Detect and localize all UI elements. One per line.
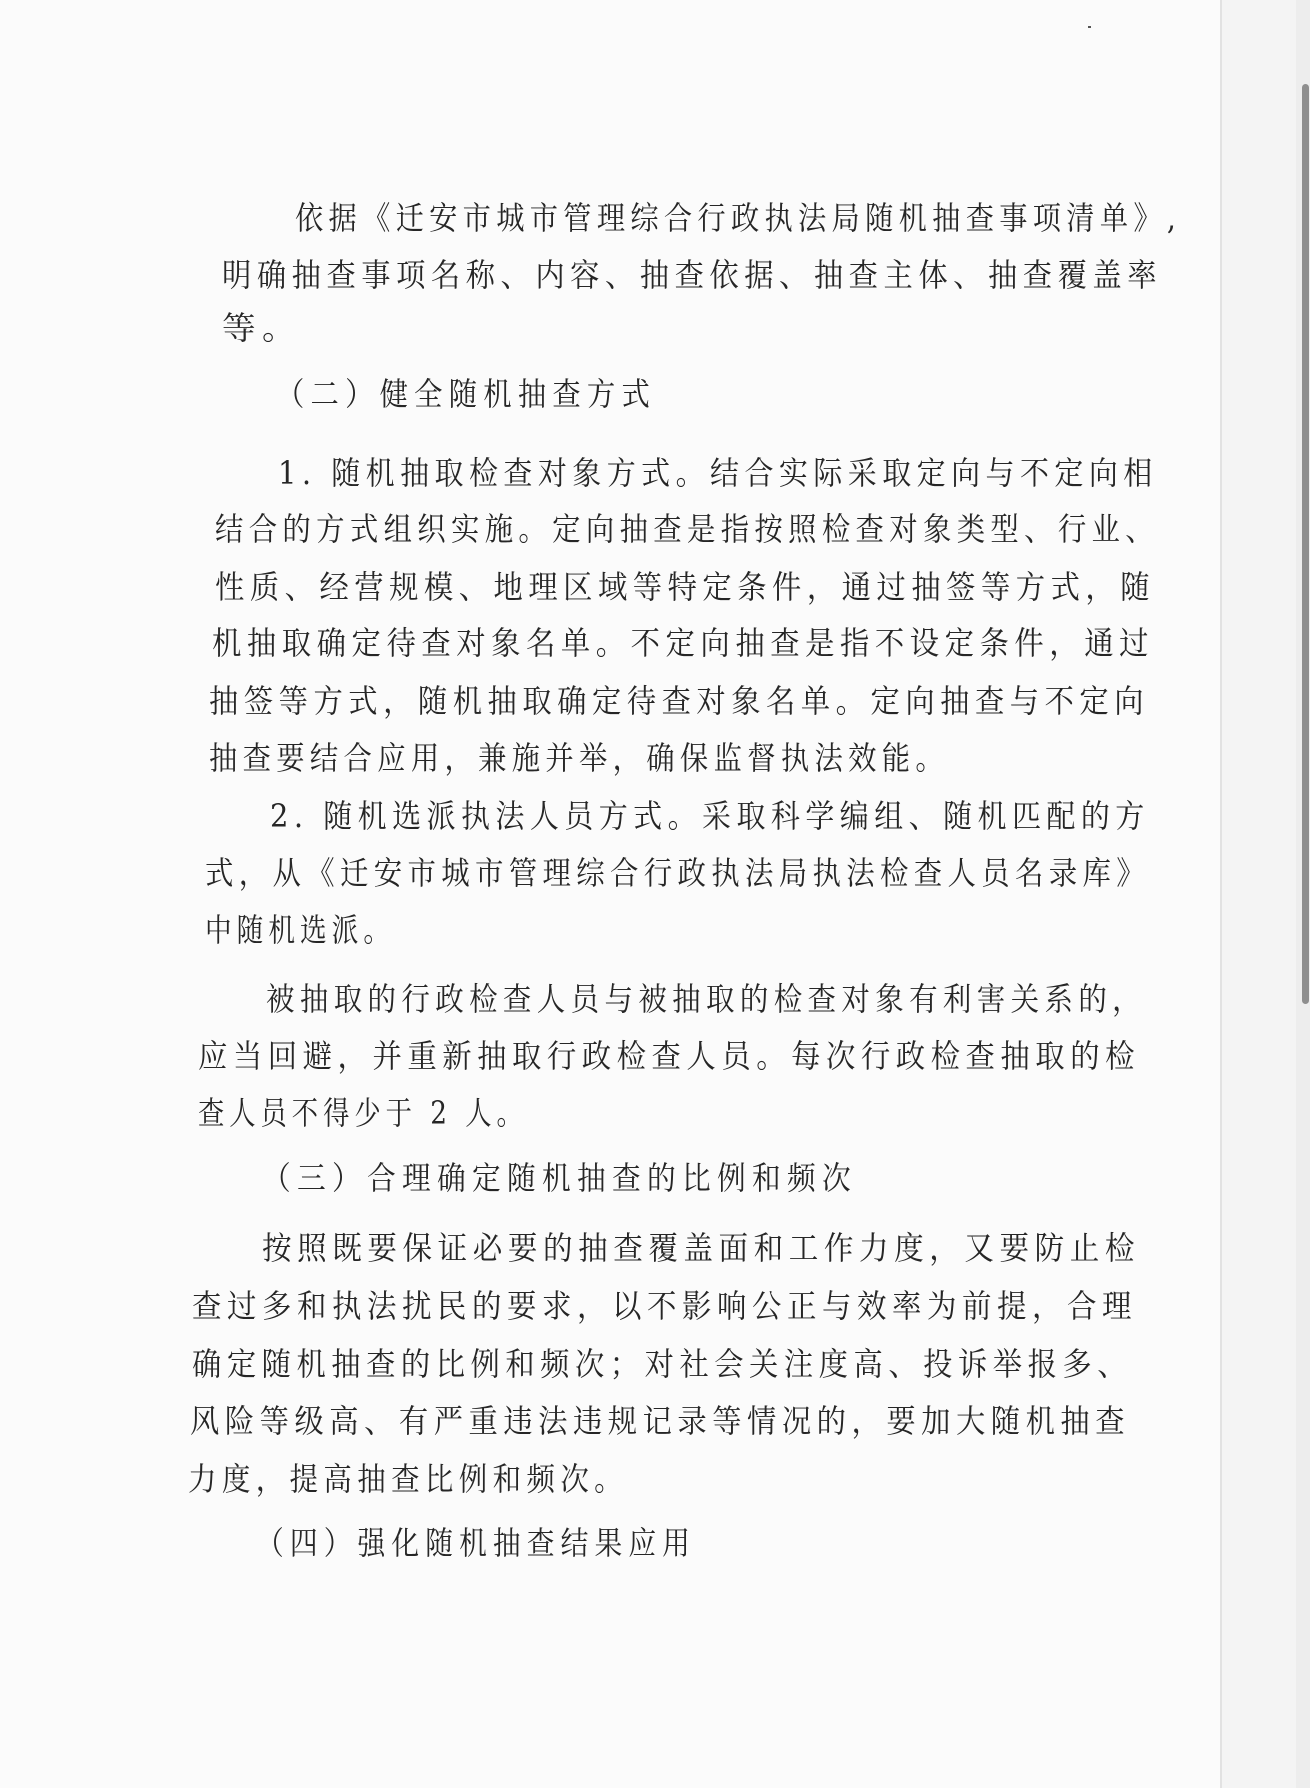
section-heading: （三）合理确定随机抽查的比例和频次	[262, 1159, 857, 1197]
paragraph-line: 机抽取确定待查对象名单。不定向抽查是指不设定条件，通过	[212, 624, 1154, 662]
paragraph-line: 明确抽查事项名称、内容、抽查依据、抽查主体、抽查覆盖率	[222, 256, 1163, 294]
paragraph-line: 依据《迁安市城市管理综合行政执法局随机抽查事项清单》,	[295, 199, 1182, 237]
paragraph-line: 中随机选派。	[205, 911, 396, 949]
section-heading: （二）健全随机抽查方式	[276, 375, 657, 413]
paragraph-line: 式，从《迁安市城市管理综合行政执法局执法检查人员名录库》	[205, 854, 1151, 892]
paragraph-line: 结合的方式组织实施。定向抽查是指按照检查对象类型、行业、	[215, 510, 1159, 548]
paragraph-line: 等。	[222, 309, 303, 347]
paragraph-line: 风险等级高、有严重违法违规记录等情况的，要加大随机抽查	[190, 1402, 1131, 1440]
paragraph-line: 性质、经营规模、地理区域等特定条件，通过抽签等方式，随	[215, 568, 1156, 606]
paragraph-line: 1. 随机抽取检查对象方式。结合实际采取定向与不定向相	[278, 454, 1158, 492]
paragraph-line: 查过多和执法扰民的要求，以不影响公正与效率为前提，合理	[192, 1287, 1138, 1325]
paragraph-line: 按照既要保证必要的抽查覆盖面和工作力度，又要防止检	[262, 1229, 1141, 1267]
paragraph-line: 确定随机抽查的比例和频次；对社会关注度高、投诉举报多、	[192, 1345, 1133, 1383]
paragraph-line: 查人员不得少于 2 人。	[198, 1094, 528, 1132]
scan-speck	[1088, 26, 1091, 28]
paragraph-line: 应当回避，并重新抽取行政检查人员。每次行政检查抽取的检	[198, 1037, 1140, 1075]
section-heading: （四）强化随机抽查结果应用	[256, 1524, 697, 1562]
paragraph-line: 力度，提高抽查比例和频次。	[188, 1460, 629, 1498]
paragraph-line: 抽查要结合应用，兼施并举，确保监督执法效能。	[209, 739, 950, 777]
scrollbar-thumb[interactable]	[1302, 84, 1309, 1004]
paragraph-line: 抽签等方式，随机抽取确定待查对象名单。定向抽查与不定向	[209, 682, 1150, 720]
paragraph-line: 2. 随机选派执法人员方式。采取科学编组、随机匹配的方	[270, 797, 1150, 835]
paragraph-line: 被抽取的行政检查人员与被抽取的检查对象有利害关系的，	[266, 980, 1147, 1018]
page-edge-shadow	[1220, 0, 1222, 1788]
